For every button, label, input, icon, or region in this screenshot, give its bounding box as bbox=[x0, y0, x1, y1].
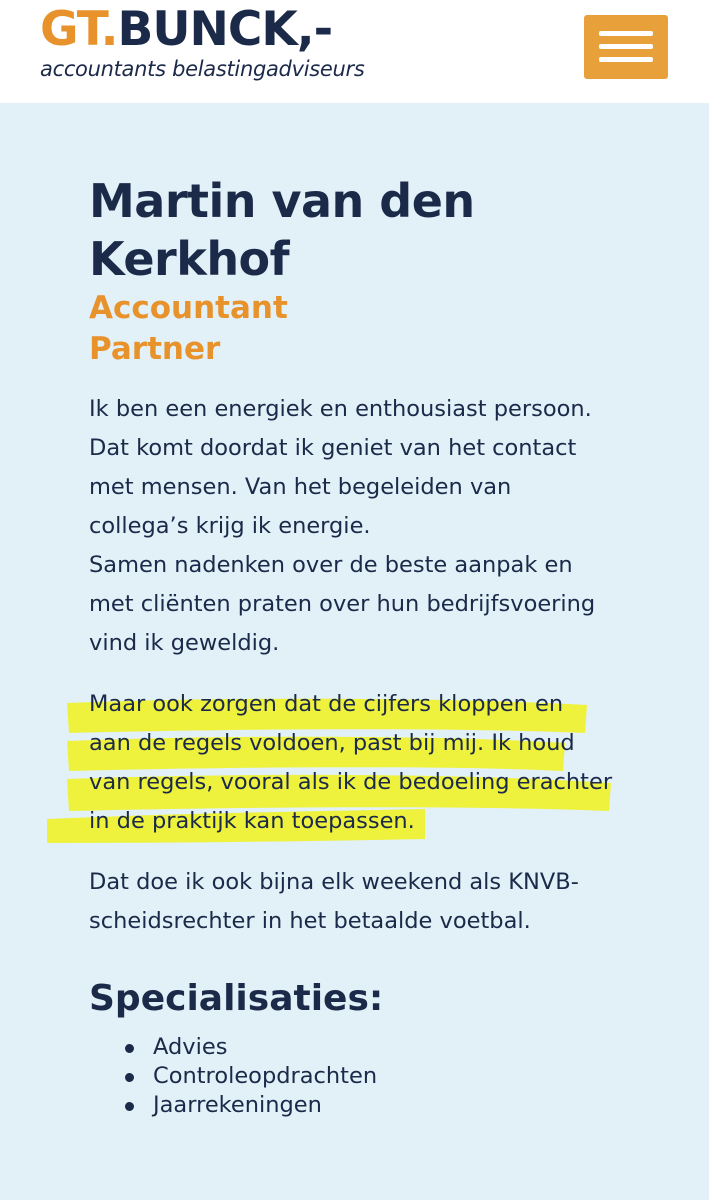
role-accountant: Accountant bbox=[89, 290, 288, 326]
bio-line: Samen nadenken over de beste aanpak en bbox=[89, 552, 573, 578]
hamburger-menu-button[interactable] bbox=[584, 15, 668, 79]
bio-line: Ik ben een energiek en enthousiast persoon. bbox=[89, 396, 592, 422]
logo-gt: GT. bbox=[40, 2, 118, 57]
role-partner: Partner bbox=[89, 331, 221, 367]
bio bbox=[89, 390, 649, 941]
list-item bbox=[121, 1033, 649, 1062]
bio-paragraph-3 bbox=[89, 863, 649, 941]
logo-tagline: accountants belastingadviseurs bbox=[40, 57, 365, 81]
bio-line: van regels, vooral als ik de bedoeling erachter bbox=[89, 769, 613, 795]
bio-line: vind ik geweldig. bbox=[89, 630, 280, 656]
profile-content bbox=[89, 172, 649, 1120]
bio-line: aan de regels voldoen, past bij mij. Ik houd bbox=[89, 730, 575, 756]
page-title bbox=[89, 172, 649, 288]
bio-line: Dat komt doordat ik geniet van het contact bbox=[89, 435, 577, 461]
specialisaties-heading: Specialisaties: bbox=[89, 978, 384, 1019]
list-item-label: Jaarrekeningen bbox=[153, 1092, 322, 1118]
bio-line: Maar ook zorgen dat de cijfers kloppen en bbox=[89, 691, 564, 717]
logo[interactable] bbox=[40, 4, 365, 81]
bio-line: Dat doe ik ook bijna elk weekend als KNVB- bbox=[89, 869, 579, 895]
bullet-icon bbox=[125, 1044, 134, 1053]
name-line-1: Martin van den bbox=[89, 174, 475, 228]
list-item bbox=[121, 1062, 649, 1091]
bio-line: scheidsrechter in het betaalde voetbal. bbox=[89, 908, 531, 934]
name-line-2: Kerkhof bbox=[89, 232, 290, 286]
list-item bbox=[121, 1091, 649, 1120]
bio-line: met mensen. Van het begeleiden van bbox=[89, 474, 512, 500]
bio-line: in de praktijk kan toepassen. bbox=[89, 808, 415, 834]
bio-paragraph-1 bbox=[89, 390, 649, 663]
specialisaties-list bbox=[89, 1033, 649, 1120]
highlighted-paragraph bbox=[89, 685, 649, 841]
bullet-icon bbox=[125, 1073, 134, 1082]
bio-line: collega’s krijg ik energie. bbox=[89, 513, 371, 539]
logo-bunck: BUNCK,- bbox=[117, 2, 333, 57]
list-item-label: Controleopdrachten bbox=[153, 1063, 378, 1089]
bullet-icon bbox=[125, 1102, 134, 1111]
site-header bbox=[0, 0, 709, 103]
bio-paragraph-2 bbox=[89, 685, 649, 841]
bio-line: met cliënten praten over hun bedrijfsvoering bbox=[89, 591, 596, 617]
logo-wordmark bbox=[40, 4, 365, 56]
list-item-label: Advies bbox=[153, 1034, 228, 1060]
